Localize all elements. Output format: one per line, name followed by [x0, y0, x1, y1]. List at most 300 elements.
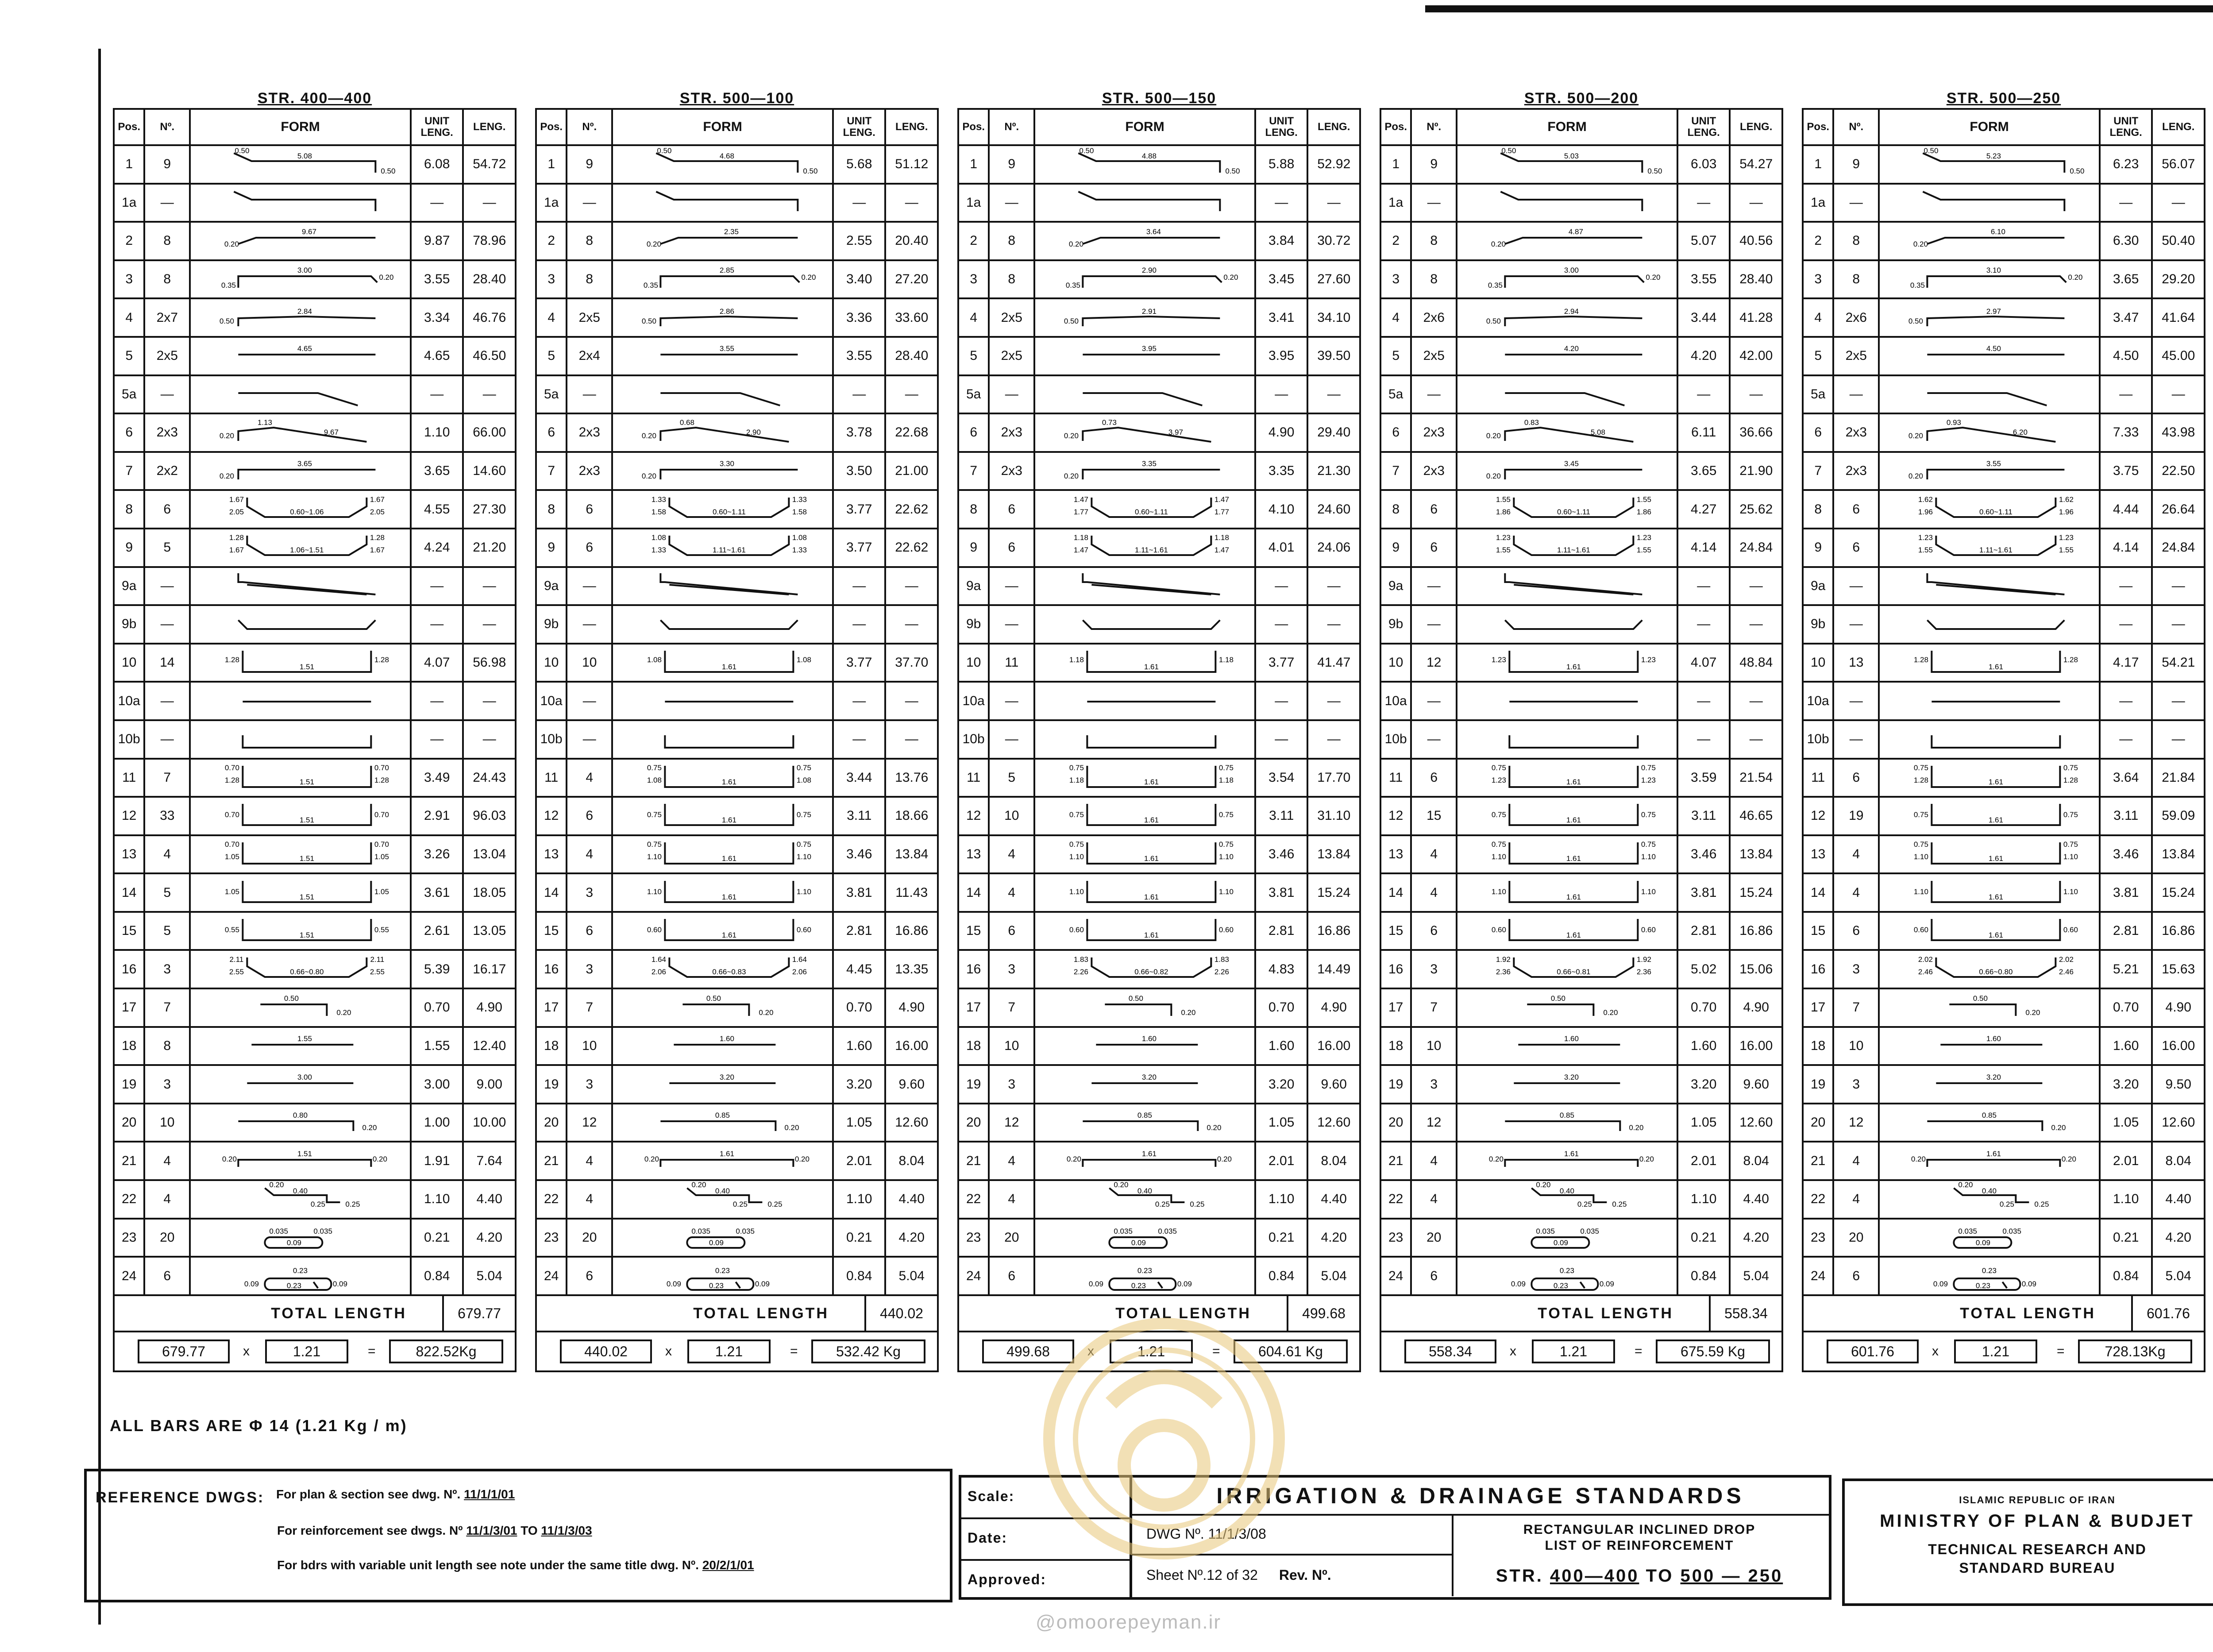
bar-shape-icon [1457, 1105, 1677, 1140]
form-dimension-label: 0.23 [293, 1266, 308, 1275]
form-dimension-label: 0.66~0.80 [290, 967, 324, 976]
unit-length-cell: 5.02 [1677, 950, 1730, 988]
pos-cell: 11 [536, 759, 567, 797]
form-cell [612, 222, 833, 260]
form-dimension-label: 0.50 [1129, 994, 1144, 1003]
form-dimension-label: 1.60 [1986, 1034, 2001, 1043]
count-cell: 7 [567, 988, 612, 1027]
form-cell [1457, 1027, 1677, 1065]
bar-shape-icon [613, 1259, 832, 1293]
header-no: Nº. [144, 109, 190, 145]
unit-length-cell: — [2100, 605, 2152, 644]
form-dimension-label: 0.23 [1982, 1266, 1997, 1275]
bar-shape-icon [1457, 799, 1677, 833]
count-cell: 7 [144, 759, 190, 797]
pos-cell: 5 [1380, 337, 1411, 375]
form-dimension-label: 1.61 [1144, 931, 1159, 940]
pos-cell: 8 [114, 490, 144, 529]
form-dimension-label: 0.50 [1647, 167, 1662, 176]
length-cell: 13.84 [885, 835, 938, 874]
pos-cell: 1a [958, 184, 989, 222]
form-cell [612, 720, 833, 759]
unit-length-cell: 3.40 [833, 260, 886, 299]
header-form: FORM [190, 109, 411, 145]
count-cell: 4 [1833, 1142, 1879, 1180]
unit-length-cell: 3.36 [833, 298, 886, 337]
pos-cell: 6 [958, 413, 989, 452]
unit-length-cell: 3.46 [1255, 835, 1308, 874]
form-dimension-label: 1.55 [1918, 546, 1933, 555]
count-cell: 10 [567, 644, 612, 682]
table-row [114, 720, 516, 759]
form-dimension-label: 0.25 [2000, 1200, 2015, 1209]
table-header-row [536, 109, 938, 145]
form-dimension-label: 0.09 [667, 1279, 682, 1288]
form-dimension-label: 0.60 [1069, 926, 1084, 934]
bar-shape-icon [1880, 990, 2099, 1025]
form-dimension-label: 1.83 [1214, 955, 1230, 964]
length-cell: — [1730, 682, 1782, 720]
form-dimension-label: 0.60~1.11 [1135, 507, 1168, 516]
table-row [114, 1065, 516, 1104]
count-cell: 6 [1411, 912, 1457, 950]
count-cell: 4 [1833, 835, 1879, 874]
pos-cell: 16 [1380, 950, 1411, 988]
form-cell [1879, 644, 2100, 682]
count-cell: 19 [1833, 797, 1879, 835]
length-cell: 20.40 [885, 222, 938, 260]
bar-shape-icon [1035, 799, 1254, 833]
form-dimension-label: 0.20 [2068, 273, 2083, 282]
form-cell [190, 835, 411, 874]
bar-shape-icon [191, 262, 410, 297]
count-cell: 2x3 [567, 452, 612, 490]
form-dimension-label: 3.64 [1146, 228, 1161, 236]
pos-cell: 14 [1803, 873, 1833, 912]
form-cell [1879, 298, 2100, 337]
count-cell: 6 [989, 490, 1034, 529]
form-cell [1457, 988, 1677, 1027]
form-dimension-label: 0.40 [1982, 1187, 1997, 1196]
bar-shape-icon [1035, 1220, 1254, 1255]
form-cell [190, 1104, 411, 1142]
table-row [958, 950, 1360, 988]
form-dimension-label: 2.85 [720, 266, 735, 275]
form-cell [190, 720, 411, 759]
header-unit-line: UNIT [847, 115, 872, 127]
form-dimension-label: 1.58 [652, 507, 667, 516]
length-cell: 4.40 [463, 1180, 516, 1219]
unit-length-cell: — [2100, 567, 2152, 606]
total-length-value: 440.02 [864, 1296, 937, 1331]
table-row [1803, 298, 2205, 337]
form-dimension-label: 1.61 [722, 892, 737, 901]
count-cell: 20 [567, 1219, 612, 1257]
form-cell [190, 529, 411, 567]
form-dimension-label: 1.51 [300, 892, 315, 901]
form-dimension-label: 4.87 [1569, 228, 1584, 236]
count-cell: 3 [567, 873, 612, 912]
table-row [1380, 145, 1782, 184]
table-row [958, 988, 1360, 1027]
structure-title: STR. 400—400 [257, 90, 372, 107]
table-row [1380, 298, 1782, 337]
table-row [114, 1180, 516, 1219]
form-dimension-label: 0.20 [1908, 472, 1924, 481]
pos-cell: 21 [536, 1142, 567, 1180]
form-dimension-label: 0.09 [1933, 1279, 1948, 1288]
table-row [114, 298, 516, 337]
form-cell [1879, 797, 2100, 835]
bar-shape-icon [191, 645, 410, 680]
length-cell: 9.00 [463, 1065, 516, 1104]
unit-length-cell: — [1255, 682, 1308, 720]
bar-shape-icon [613, 1029, 832, 1063]
length-cell: 24.60 [1307, 490, 1360, 529]
length-cell: 8.04 [885, 1142, 938, 1180]
equals-sign: = [368, 1343, 376, 1359]
table-row [1380, 720, 1782, 759]
form-dimension-label: 0.20 [1629, 1123, 1644, 1132]
header-length: LENG. [885, 109, 938, 145]
header-unit-length [1677, 109, 1730, 145]
length-cell: 16.86 [1730, 912, 1782, 950]
pos-cell: 23 [1803, 1219, 1833, 1257]
count-cell: 3 [989, 1065, 1034, 1104]
total-length-value: 558.34 [1709, 1296, 1781, 1331]
count-cell: 6 [1833, 759, 1879, 797]
table-row [1803, 950, 2205, 988]
pos-cell: 22 [958, 1180, 989, 1219]
count-cell: — [1411, 682, 1457, 720]
pos-cell: 24 [958, 1257, 989, 1295]
form-cell [1034, 605, 1255, 644]
pos-cell: 8 [536, 490, 567, 529]
form-dimension-label: 1.05 [374, 852, 389, 861]
form-dimension-label: 0.035 [269, 1227, 289, 1235]
form-dimension-label: 1.64 [792, 955, 807, 964]
table-row [536, 222, 938, 260]
count-cell: 3 [144, 1065, 190, 1104]
form-dimension-label: 0.75 [1219, 763, 1234, 772]
dwg-number: DWG Nº. 11/1/3/08 [1132, 1514, 1453, 1556]
length-cell: 9.60 [1307, 1065, 1360, 1104]
form-dimension-label: 0.20 [1958, 1182, 1973, 1189]
form-dimension-label: 0.85 [1560, 1111, 1575, 1120]
unit-length-cell: 5.39 [411, 950, 463, 988]
unit-length-cell: 4.27 [1677, 490, 1730, 529]
unit-length-cell: — [411, 567, 463, 606]
count-cell: — [144, 682, 190, 720]
pos-cell: 9a [958, 567, 989, 606]
count-cell: 6 [567, 1257, 612, 1295]
weight-calc-row [957, 1332, 1361, 1372]
form-dimension-label: 5.08 [1591, 428, 1606, 437]
length-cell: — [463, 567, 516, 606]
form-dimension-label: 9.67 [324, 428, 339, 437]
length-cell: 56.98 [463, 644, 516, 682]
form-dimension-label: 1.10 [797, 852, 812, 861]
form-cell [1457, 375, 1677, 414]
form-dimension-label: 0.50 [706, 994, 721, 1003]
unit-length-cell: 6.08 [411, 145, 463, 184]
form-dimension-label: 1.62 [2059, 495, 2074, 504]
length-cell: 12.60 [1730, 1104, 1782, 1142]
pos-cell: 20 [1803, 1104, 1833, 1142]
bar-shape-icon [1035, 760, 1254, 795]
count-cell: 2x2 [144, 452, 190, 490]
bar-shape-icon [613, 415, 832, 450]
form-cell [612, 1065, 833, 1104]
form-cell [190, 1027, 411, 1065]
pos-cell: 4 [1803, 298, 1833, 337]
bar-shape-icon [191, 530, 410, 565]
table-row [536, 1142, 938, 1180]
bar-shape-icon [1880, 454, 2099, 488]
form-dimension-label: 0.50 [2070, 167, 2085, 176]
table-row [1803, 1027, 2205, 1065]
length-cell: — [2152, 720, 2205, 759]
count-cell: — [989, 720, 1034, 759]
form-dimension-label: 0.20 [2025, 1008, 2040, 1017]
pos-cell: 9b [114, 605, 144, 644]
form-cell [1034, 337, 1255, 375]
count-cell: — [1411, 375, 1457, 414]
pos-cell: 13 [536, 835, 567, 874]
form-cell [612, 490, 833, 529]
pos-cell: 5 [958, 337, 989, 375]
header-unit-line: UNIT [424, 115, 450, 127]
form-dimension-label: 0.60 [1914, 926, 1929, 934]
unit-length-cell: 5.21 [2100, 950, 2152, 988]
form-dimension-label: 0.035 [1958, 1227, 1978, 1235]
form-dimension-label: 2.02 [1918, 955, 1933, 964]
header-unit-length [1255, 109, 1308, 145]
form-dimension-label: 0.70 [374, 811, 389, 819]
form-dimension-label: 0.09 [1131, 1238, 1146, 1247]
bar-shape-icon [1035, 1259, 1254, 1293]
bar-shape-icon [1457, 454, 1677, 488]
length-cell: 66.00 [463, 413, 516, 452]
unit-length-cell: 3.20 [1677, 1065, 1730, 1104]
weight-factor-box: 1.21 [1532, 1339, 1615, 1363]
form-dimension-label: 0.20 [795, 1154, 810, 1163]
bar-shape-icon [1880, 301, 2099, 335]
form-dimension-label: 0.20 [2051, 1123, 2066, 1132]
length-cell: 4.90 [1730, 988, 1782, 1027]
form-dimension-label: 1.61 [1566, 854, 1581, 863]
form-dimension-label: 0.50 [1551, 994, 1566, 1003]
unit-length-cell: 5.07 [1677, 222, 1730, 260]
pos-cell: 24 [1803, 1257, 1833, 1295]
length-cell: — [1730, 375, 1782, 414]
bar-shape-icon [1457, 1144, 1677, 1178]
length-cell: 52.92 [1307, 145, 1360, 184]
count-cell: 4 [989, 873, 1034, 912]
table-row [536, 912, 938, 950]
form-dimension-label: 1.67 [370, 546, 385, 555]
pos-cell: 21 [1803, 1142, 1833, 1180]
form-cell [190, 988, 411, 1027]
length-cell: 31.10 [1307, 797, 1360, 835]
form-cell [1879, 873, 2100, 912]
total-length-label: TOTAL LENGTH [693, 1305, 829, 1322]
unit-length-cell: 3.61 [411, 873, 463, 912]
watermark-text: @omoorepeyman.ir [1036, 1611, 1222, 1633]
form-dimension-label: 0.60 [1219, 926, 1234, 934]
header-unit-line: UNIT [2113, 115, 2139, 127]
unit-length-cell: — [411, 682, 463, 720]
form-dimension-label: 9.67 [302, 228, 317, 236]
unit-length-cell: 6.11 [1677, 413, 1730, 452]
form-cell [612, 1142, 833, 1180]
table-row [536, 797, 938, 835]
form-cell [612, 682, 833, 720]
pos-cell: 10b [958, 720, 989, 759]
bar-shape-icon [191, 377, 410, 412]
form-cell [1457, 298, 1677, 337]
form-dimension-label: 0.80 [293, 1111, 308, 1120]
form-dimension-label: 1.61 [1144, 777, 1159, 786]
table-row [536, 1219, 938, 1257]
form-cell [1879, 950, 2100, 988]
pos-cell: 17 [1380, 988, 1411, 1027]
table-row [1803, 797, 2205, 835]
reinforcement-block [957, 89, 1361, 1372]
unit-length-cell: 0.70 [2100, 988, 2152, 1027]
form-dimension-label: 1.18 [1219, 776, 1234, 784]
count-cell: — [567, 375, 612, 414]
pos-cell: 5 [114, 337, 144, 375]
form-cell [1879, 1027, 2100, 1065]
structure-title: STR. 500—150 [1102, 90, 1217, 107]
table-row [958, 759, 1360, 797]
unit-length-cell: — [2100, 682, 2152, 720]
form-dimension-label: 0.55 [225, 926, 240, 934]
table-row [1803, 1065, 2205, 1104]
form-dimension-label: 1.08 [652, 533, 667, 542]
unit-length-cell: — [1677, 605, 1730, 644]
table-row [114, 797, 516, 835]
length-cell: 59.09 [2152, 797, 2205, 835]
header-length: LENG. [1307, 109, 1360, 145]
unit-length-cell: 6.30 [2100, 222, 2152, 260]
form-cell [1457, 759, 1677, 797]
form-dimension-label: 0.50 [1973, 994, 1988, 1003]
form-dimension-label: 1.61 [1566, 777, 1581, 786]
pos-cell: 16 [958, 950, 989, 988]
form-dimension-label: 0.70 [225, 763, 240, 772]
count-cell: 8 [144, 222, 190, 260]
form-dimension-label: 0.68 [680, 418, 695, 427]
equals-sign: = [2057, 1343, 2065, 1359]
table-row [1803, 644, 2205, 682]
pos-cell: 1a [114, 184, 144, 222]
length-cell: — [885, 720, 938, 759]
reference-line-1: For plan & section see dwg. Nº. 11/1/1/01 [276, 1487, 515, 1501]
form-cell [612, 413, 833, 452]
unit-length-cell: 1.10 [411, 1180, 463, 1219]
unit-length-cell: 7.33 [2100, 413, 2152, 452]
table-row [114, 873, 516, 912]
pos-cell: 14 [1380, 873, 1411, 912]
header-unit-length [2100, 109, 2152, 145]
form-dimension-label: 0.66~0.83 [712, 967, 746, 976]
bar-shape-icon [613, 645, 832, 680]
pos-cell: 9a [1380, 567, 1411, 606]
bar-shape-icon [191, 1259, 410, 1293]
form-dimension-label: 0.20 [1223, 273, 1238, 282]
unit-length-cell: 0.70 [833, 988, 886, 1027]
form-cell [1879, 835, 2100, 874]
pos-cell: 6 [1803, 413, 1833, 452]
pos-cell: 17 [536, 988, 567, 1027]
length-cell: — [463, 682, 516, 720]
form-cell [1879, 912, 2100, 950]
form-dimension-label: 1.51 [300, 663, 315, 672]
length-cell: 29.40 [1307, 413, 1360, 452]
form-cell [1879, 490, 2100, 529]
form-dimension-label: 1.28 [374, 656, 389, 664]
table-row [958, 873, 1360, 912]
pos-cell: 11 [1803, 759, 1833, 797]
form-dimension-label: 0.20 [759, 1008, 774, 1017]
unit-length-cell: 3.11 [833, 797, 886, 835]
pos-cell: 24 [1380, 1257, 1411, 1295]
form-dimension-label: 0.75 [2063, 811, 2078, 819]
form-dimension-label: 1.18 [1069, 776, 1084, 784]
unit-length-cell: 3.77 [833, 490, 886, 529]
form-cell [612, 797, 833, 835]
table-row [114, 1104, 516, 1142]
count-cell: 2x6 [1833, 298, 1879, 337]
form-cell [1457, 413, 1677, 452]
form-dimension-label: 1.61 [1989, 931, 2004, 940]
pos-cell: 12 [1380, 797, 1411, 835]
bar-shape-icon [613, 1105, 832, 1140]
count-cell: — [1411, 720, 1457, 759]
bar-shape-icon [1457, 301, 1677, 335]
form-dimension-label: 0.60 [2063, 926, 2078, 934]
count-cell: 6 [1833, 912, 1879, 950]
pos-cell: 10a [1380, 682, 1411, 720]
length-cell: 9.60 [1730, 1065, 1782, 1104]
pos-cell: 10 [536, 644, 567, 682]
unit-length-cell: — [1255, 720, 1308, 759]
form-dimension-label: 2.35 [724, 228, 739, 236]
form-dimension-label: 1.23 [1637, 533, 1652, 542]
form-dimension-label: 0.035 [691, 1227, 711, 1235]
unit-length-cell: — [1677, 184, 1730, 222]
form-cell [190, 145, 411, 184]
length-cell: 25.62 [1730, 490, 1782, 529]
pos-cell: 9a [1803, 567, 1833, 606]
form-dimension-label: 0.20 [1064, 472, 1079, 481]
pos-cell: 19 [536, 1065, 567, 1104]
bar-shape-icon [191, 990, 410, 1025]
count-cell: 4 [567, 1142, 612, 1180]
unit-length-cell: 4.45 [833, 950, 886, 988]
table-row [114, 337, 516, 375]
bar-shape-icon [1880, 914, 2099, 948]
table-row [114, 184, 516, 222]
unit-length-cell: 2.01 [833, 1142, 886, 1180]
form-dimension-label: 1.10 [1641, 887, 1656, 896]
bar-shape-icon [191, 454, 410, 488]
count-cell: 6 [989, 912, 1034, 950]
form-dimension-label: 0.09 [333, 1279, 348, 1288]
table-row [1803, 1219, 2205, 1257]
